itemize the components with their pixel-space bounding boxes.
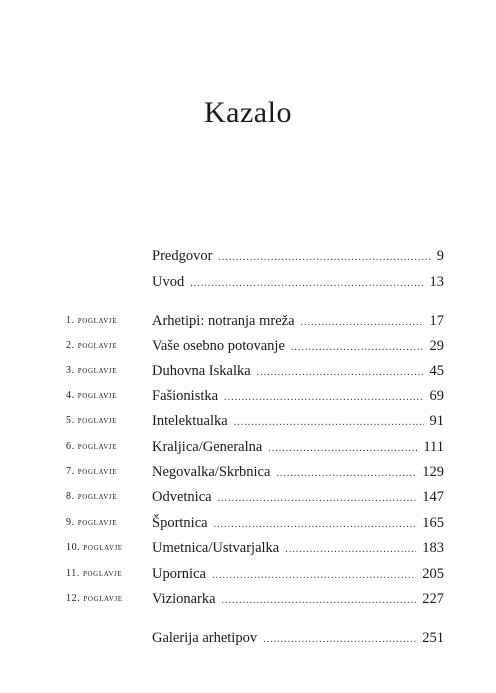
toc-entry-title: Vaše osebno potovanje [152,338,285,354]
dot-leader [212,566,416,586]
toc-entry [152,386,444,408]
toc-page-number: 183 [422,540,444,556]
toc-entry [152,311,444,333]
toc-entry-title: Arhetipi: notranja mreža [152,313,295,329]
dot-leader [276,464,416,484]
chapter-number: 1. poglavje [66,315,118,326]
dot-leader [257,363,424,383]
toc-entry-title: Vizionarka [152,591,216,607]
toc-page-number: 147 [422,489,444,505]
chapter-number: 11. poglavje [66,568,123,579]
chapter-number: 3. poglavje [66,365,118,376]
toc-page-number: 9 [436,248,444,264]
dot-leader [218,248,430,268]
toc-row-chapter-9[interactable] [0,513,496,533]
toc-row-chapter-8[interactable] [0,487,496,507]
dot-leader [234,413,424,433]
toc-entry-title: Upornica [152,566,206,582]
dot-leader [263,630,416,650]
toc-page-number: 45 [429,363,444,379]
chapter-number: 12. poglavje [66,593,123,604]
toc-page-number: 13 [429,274,444,290]
toc-entry [152,411,444,433]
dot-leader [218,489,417,509]
toc-row-chapter-3[interactable] [0,361,496,381]
dot-leader [222,591,417,611]
toc-page-number: 165 [422,515,444,531]
dot-leader [285,540,416,560]
toc-page-number: 227 [422,591,444,607]
toc-entry [152,272,444,294]
chapter-number: 10. poglavje [66,542,123,553]
chapter-number: 2. poglavje [66,340,118,351]
toc-entry [152,361,444,383]
dot-leader [268,439,417,459]
toc-entry [152,628,444,650]
chapter-number: 9. poglavje [66,517,118,528]
toc-entry-title: Umetnica/Ustvarjalka [152,540,280,556]
toc-entry-title: Negovalka/Skrbnica [152,464,271,480]
toc-page-number: 69 [429,388,444,404]
toc-row-chapter-2[interactable] [0,336,496,356]
dot-leader [291,338,424,358]
toc-entry-title: Duhovna Iskalka [152,363,251,379]
chapter-number: 8. poglavje [66,491,118,502]
chapter-number: 5. poglavje [66,415,118,426]
toc-entry-title: Odvetnica [152,489,212,505]
toc-entry [152,487,444,509]
chapter-number: 6. poglavje [66,441,118,452]
toc-entry [152,589,444,611]
toc-entry-title: Predgovor [152,248,213,264]
toc-entry [152,246,444,268]
toc-entry-title: Športnica [152,515,208,531]
toc-row-uvod[interactable] [0,272,496,292]
toc-row-chapter-10[interactable] [0,538,496,558]
toc-entry-title: Kraljica/Generalna [152,439,263,455]
toc-page-number: 29 [429,338,444,354]
toc-row-chapter-1[interactable] [0,311,496,331]
toc-row-chapter-7[interactable] [0,462,496,482]
chapter-number: 4. poglavje [66,390,118,401]
toc-entry-title: Galerija arhetipov [152,630,258,646]
toc-page-number: 91 [429,413,444,429]
toc-entry [152,437,444,459]
dot-leader [190,274,423,294]
chapter-number: 7. poglavje [66,466,118,477]
dot-leader [301,313,424,333]
toc-row-galerija[interactable] [0,628,496,648]
toc-row-predgovor[interactable] [0,246,496,266]
toc-entry [152,513,444,535]
toc-row-chapter-11[interactable] [0,564,496,584]
toc-page-number: 111 [423,439,444,455]
toc-row-chapter-12[interactable] [0,589,496,609]
toc-page-number: 17 [429,313,444,329]
toc-row-chapter-5[interactable] [0,411,496,431]
toc-row-chapter-4[interactable] [0,386,496,406]
toc-entry-title: Uvod [152,274,185,290]
toc-entry-title: Fašionistka [152,388,219,404]
toc-entry [152,462,444,484]
toc-row-chapter-6[interactable] [0,437,496,457]
page-title: Kazalo [204,96,292,129]
toc-entry [152,538,444,560]
toc-page-number: 129 [422,464,444,480]
dot-leader [214,515,417,535]
toc-entry-title: Intelektualka [152,413,228,429]
toc-page-number: 251 [422,630,444,646]
toc-page-number: 205 [422,566,444,582]
toc-entry [152,564,444,586]
toc-entry [152,336,444,358]
dot-leader [224,388,423,408]
